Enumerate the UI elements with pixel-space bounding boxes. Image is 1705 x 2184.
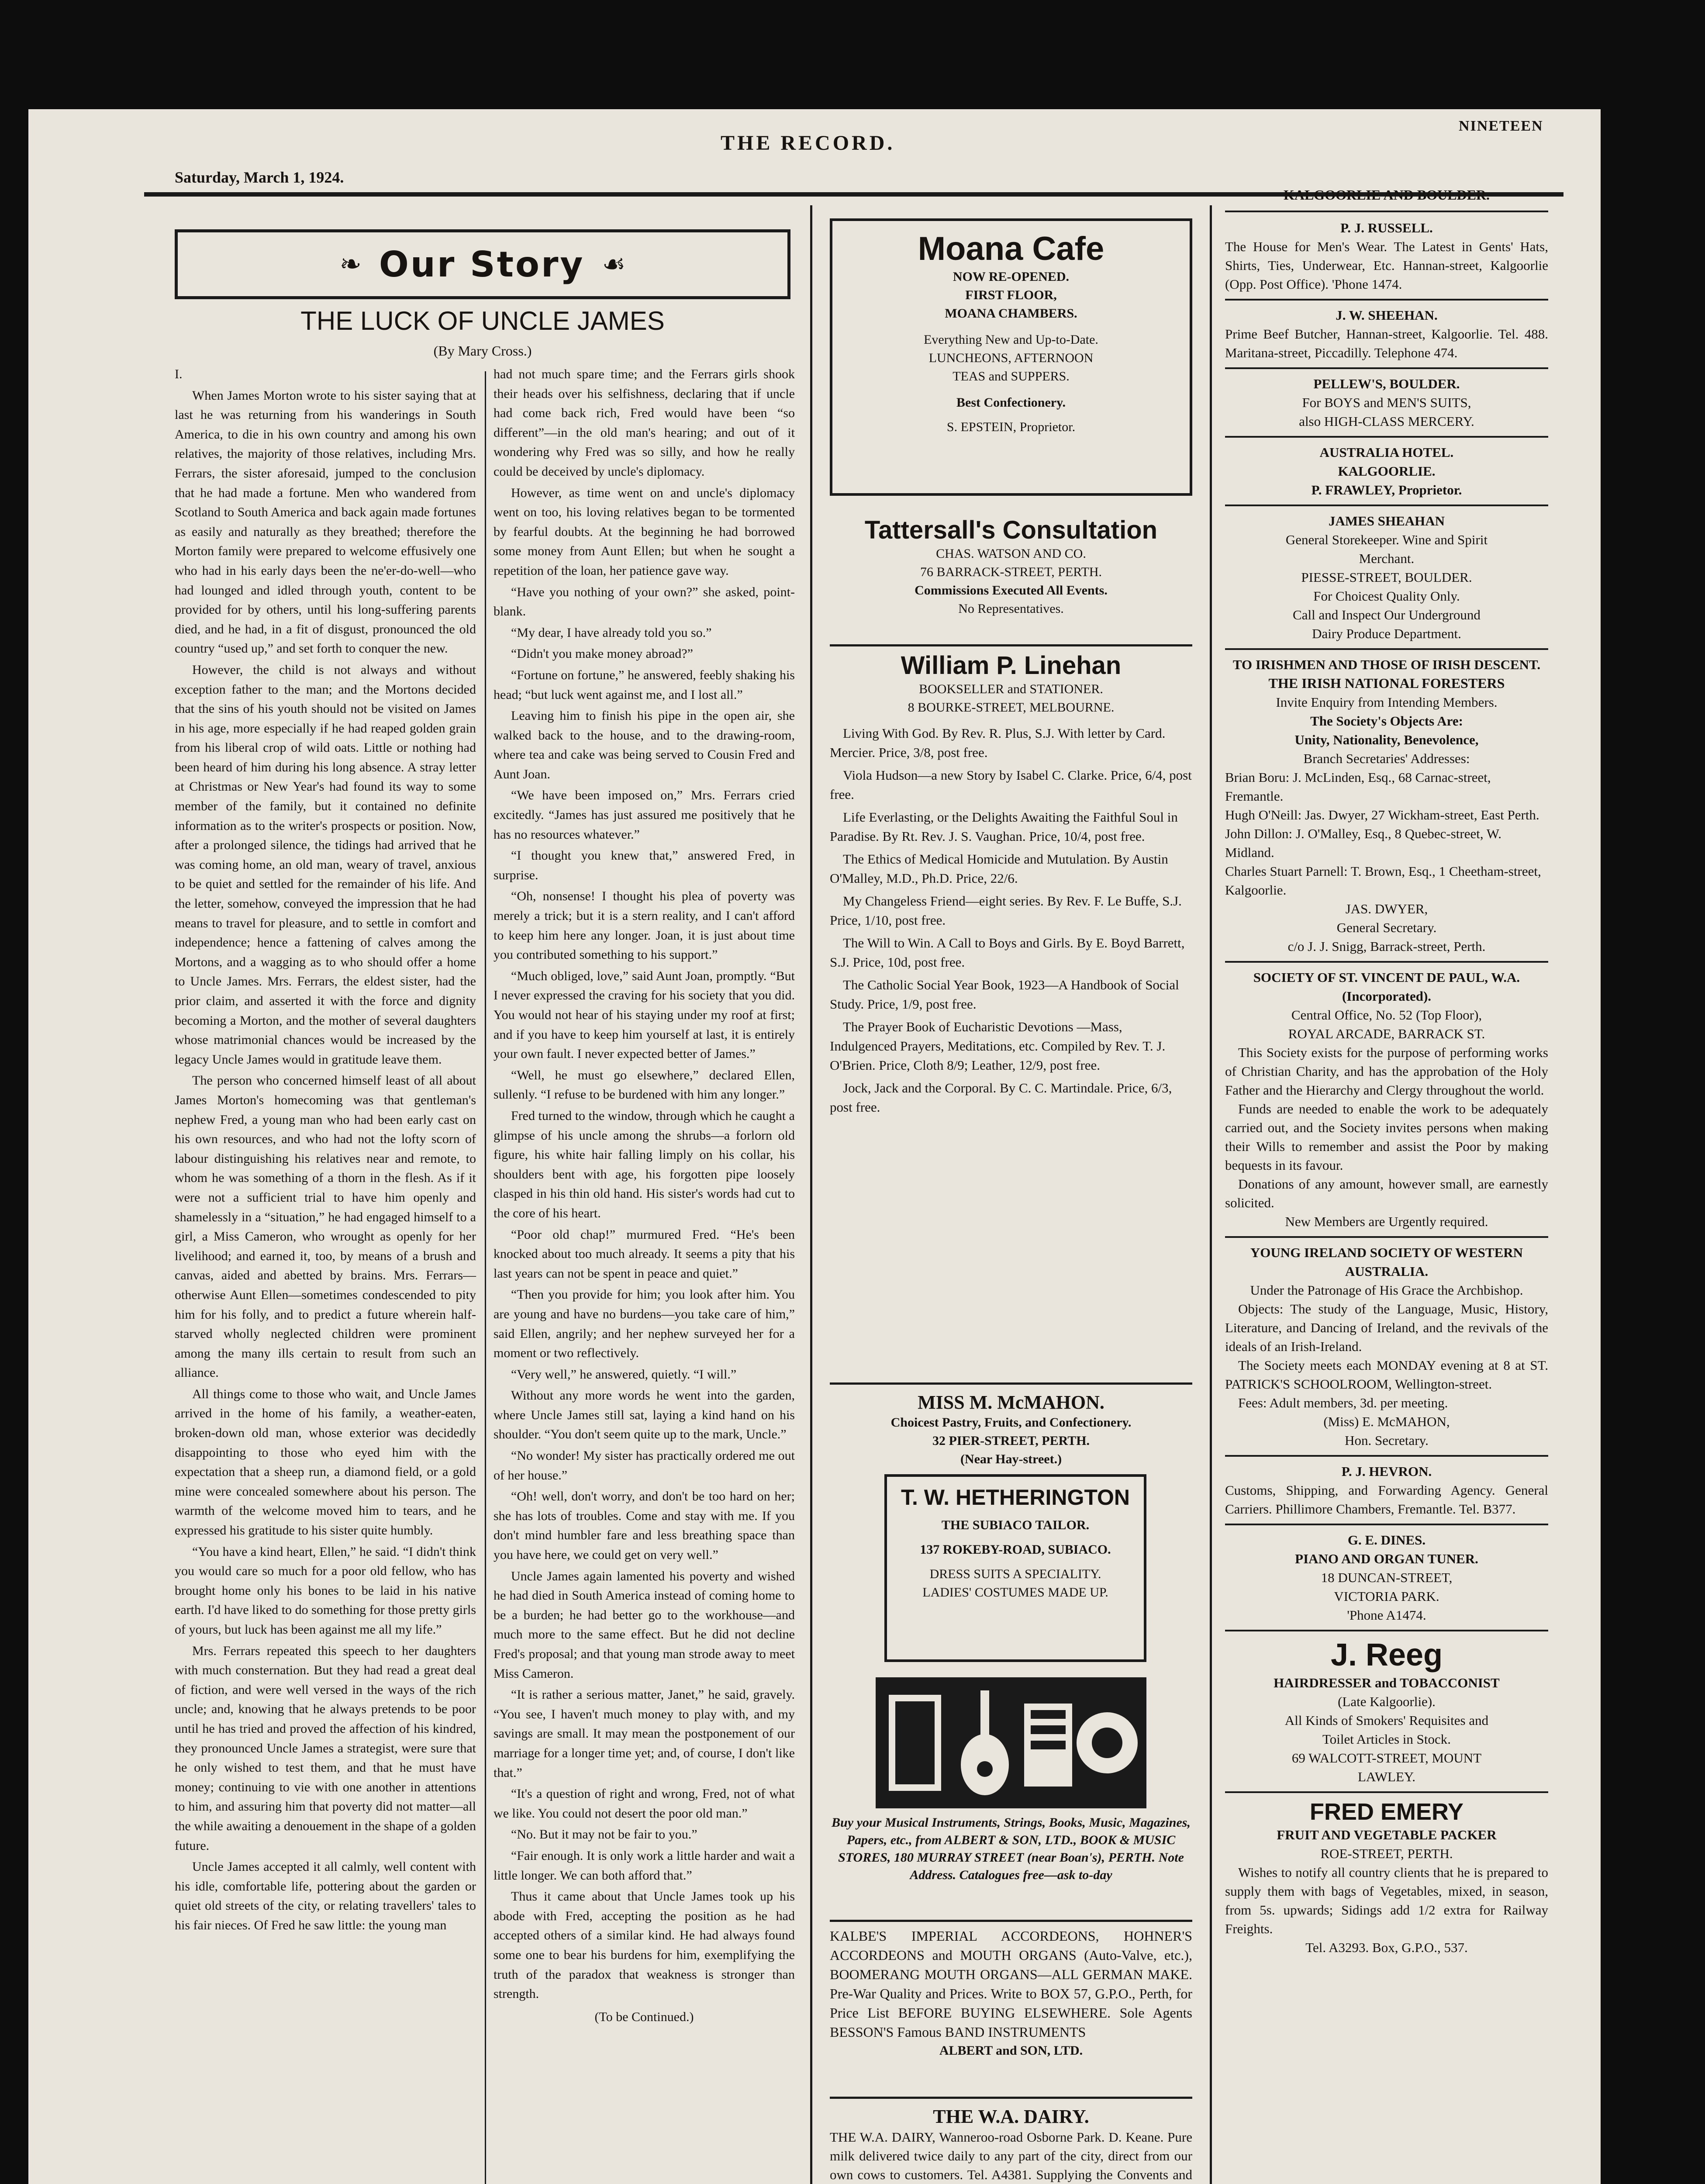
ad-line: Everything New and Up-to-Date. <box>924 332 1098 347</box>
ad-line: Dairy Produce Department. <box>1312 626 1461 641</box>
ad-line: LUNCHEONS, AFTERNOON <box>928 351 1094 365</box>
ad-line: KALGOORLIE. <box>1338 463 1436 479</box>
story-paragraph: “Well, he must go elsewhere,” declared Ellen, sullenly. “I refuse to be burdened with him any longer.” <box>494 1068 795 1102</box>
story-paragraph: Uncle James accepted it all calmly, well content with his idle, comfortable life, pottering about the garden or quiet old streets of the city, or relating travellers' tales to his fair nieces. Of Fred he saw little: the young man <box>175 1859 476 1932</box>
story-paragraph: “It is rather a serious matter, Janet,” he said, gravely. “You see, I haven't much money to play with, and my savings are small. It may mean the postponement of our marriage for a longer time yet; and, of course, I don't like that.” <box>494 1687 795 1780</box>
ad-divider <box>1225 648 1548 650</box>
story-paragraph: “Very well,” he answered, quietly. “I will.” <box>511 1367 737 1382</box>
section-heading: Our Story <box>379 244 585 285</box>
chapter-number: I. <box>175 367 183 381</box>
ad-text: Customs, Shipping, and Forwarding Agency. General Carriers. Phillimore Chambers, Fremantle. Tel. B377. <box>1225 1482 1548 1517</box>
ad-line: Hugh O'Neill: Jas. Dwyer, 27 Wickham-street, East Perth. <box>1225 807 1539 822</box>
ad-line: Merchant. <box>1359 551 1415 566</box>
story-paragraph: Without any more words he went into the garden, where Uncle James still sat, laying a kind hand on his shoulder. “You don't seem quite up to the mark, Uncle.” <box>494 1388 795 1442</box>
story-paragraph: “Have you nothing of your own?” she asked, point-blank. <box>494 584 795 619</box>
book-list <box>830 724 1192 1117</box>
ad-line: PIANO AND ORGAN TUNER. <box>1295 1551 1478 1566</box>
ad-line: NOW RE-OPENED. <box>953 270 1070 284</box>
ad-line: John Dillon: J. O'Malley, Esq., 8 Quebec-street, W. Midland. <box>1225 826 1501 860</box>
ad-line: (Late Kalgoorlie). <box>1338 1694 1436 1709</box>
ad-line: ROE-STREET, PERTH. <box>1320 1846 1453 1861</box>
ad-line: 'Phone A1474. <box>1347 1607 1426 1623</box>
ad-title: G. E. DINES. <box>1347 1532 1426 1548</box>
story-paragraph: “We have been imposed on,” Mrs. Ferrars cried excitedly. “James has just assured me positively that he has no resources whatever.” <box>494 788 795 842</box>
ornament-right-icon: ☙ <box>602 250 626 279</box>
story-paragraph: Fred turned to the window, through which he caught a glimpse of his uncle among the shrubs—a forlorn old figure, his white hair falling limply on his collar, his shoulders bent with age, his forgotten pipe loosely clasped in his thin old hand. His sister's words had cut to the core of his heart. <box>494 1108 795 1220</box>
book-item: Jock, Jack and the Corporal. By C. C. Martindale. Price, 6/3, post free. <box>830 1080 1172 1115</box>
story-paragraph: Thus it came about that Uncle James took up his abode with Fred, accepting the position as he had accepted others of a similar kind. He had always found some one to bear his burdens for him, exemplifying the truth of the paradox that weakness is stronger than strength. <box>494 1889 795 2001</box>
ad-line: VICTORIA PARK. <box>1334 1589 1439 1604</box>
our-story-banner <box>175 229 790 299</box>
ad-line: Commissions Executed All Events. <box>915 583 1108 598</box>
ad-divider <box>1225 1236 1548 1238</box>
ad-signature: (Miss) E. McMAHON, <box>1323 1414 1450 1429</box>
ad-line: 18 DUNCAN-STREET, <box>1321 1570 1453 1585</box>
ad-line: Tel. A3293. Box, G.P.O., 537. <box>1305 1940 1468 1955</box>
ad-line: also HIGH-CLASS MERCERY. <box>1299 414 1474 429</box>
ad-line: CHAS. WATSON AND CO. <box>936 546 1086 561</box>
ad-line: General Storekeeper. Wine and Spirit <box>1285 532 1488 547</box>
story-paragraph: “No wonder! My sister has practically ordered me out of her house.” <box>494 1448 795 1482</box>
ad-text: This Society exists for the purpose of performing works of Christian Charity, and has the approbation of the Holy Father and the Hierarchy and Clergy throughout the world. <box>1225 1045 1548 1098</box>
book-item: The Catholic Social Year Book, 1923—A Handbook of Social Study. Price, 1/9, post free. <box>830 977 1179 1012</box>
ad-heading: TO IRISHMEN AND THOSE OF IRISH DESCENT. <box>1232 657 1541 672</box>
ad-title: T. W. HETHERINGTON <box>901 1485 1130 1510</box>
ad-line: 69 WALCOTT-STREET, MOUNT <box>1291 1750 1482 1766</box>
story-paragraph: “Much obliged, love,” said Aunt Joan, promptly. “But I never expressed the craving for his society that you did. You would not hear of his staying under my roof at first; and if you have to keep him yourself at last, it is entirely your own fault. I never expected better of James.” <box>494 968 795 1061</box>
column-heading: KALGOORLIE AND BOULDER. <box>1283 187 1490 203</box>
ad-text: The Society meets each MONDAY evening at 8 at ST. PATRICK'S SCHOOLROOM, Wellington-street. <box>1225 1358 1548 1392</box>
ad-line: Branch Secretaries' Addresses: <box>1303 751 1470 766</box>
ad-text: Objects: The study of the Language, Music, History, Literature, and Dancing of Ireland, and the revivals of the ideals of an Irish-Ireland. <box>1225 1301 1548 1354</box>
right-column <box>1225 186 1548 1957</box>
ad-line: For BOYS and MEN'S SUITS, <box>1302 395 1471 410</box>
ad-divider <box>1225 961 1548 963</box>
ad-line: BOOKSELLER and STATIONER. <box>919 682 1103 696</box>
ad-divider <box>830 644 1192 646</box>
ad-title: William P. Linehan <box>901 651 1122 680</box>
ad-line: No Representatives. <box>958 601 1064 616</box>
story-paragraph: “Didn't you make money abroad?” <box>511 646 693 661</box>
ad-text: Fees: Adult members, 3d. per meeting. <box>1238 1395 1448 1410</box>
ad-line: Call and Inspect Our Underground <box>1293 607 1481 622</box>
story-title: THE LUCK OF UNCLE JAMES <box>300 306 665 335</box>
ad-line: FRUIT AND VEGETABLE PACKER <box>1277 1827 1497 1842</box>
ad-line: HAIRDRESSER and TOBACCONIST <box>1274 1675 1500 1690</box>
story-paragraph: However, as time went on and uncle's diplomacy went on too, his loving relatives began to be tormented by fearful doubts. At the beginning he had borrowed some money from Aunt Ellen; but when he sought a repetition of the loan, her patience gave way. <box>494 485 795 578</box>
story-paragraph: “No. But it may not be fair to you.” <box>511 1827 697 1842</box>
story-column-1 <box>175 365 476 1937</box>
ad-line: 32 PIER-STREET, PERTH. <box>932 1434 1090 1448</box>
story-paragraph: However, the child is not always and without exception father to the man; and the Mortons decided that the sins of his youth should not be visited on James in his age, more especially if he had reaped golden grain from his liberal crop of wild oats. Little or nothing had been heard of him during his long absence. A stray letter at Christmas or New Year's had found its way to some member of the family, but it contained no definite information as to the writer's prospects or position. Now, after a prolonged silence, the tidings had arrived that he was coming home, an old man, weary of travel, anxious to be quiet and settled for the remainder of his life. And the letter, somehow, conveyed the impression that he had means to travel for pleasure, and to settle in comfort and independence; hence a fattening of calves among the Mortons, and a wagging as to who should offer a home to Uncle James. Mrs. Ferrars, the eldest sister, had the prior claim, and asserted it with the force and dignity becoming a Morton, and the mother of several daughters whose matrimonial chances would be increased by the legacy Uncle James would in gratitude leave them. <box>175 662 476 1067</box>
issue-date: Saturday, March 1, 1924. <box>175 169 344 186</box>
ad-proprietor: S. EPSTEIN, Proprietor. <box>946 420 1076 434</box>
ad-line: Charles Stuart Parnell: T. Brown, Esq., 1 Cheetham-street, Kalgoorlie. <box>1225 864 1541 898</box>
ad-line: FIRST FLOOR, <box>965 288 1057 302</box>
ad-divider <box>1225 1524 1548 1525</box>
ad-line: LAWLEY. <box>1357 1769 1416 1784</box>
book-item: The Ethics of Medical Homicide and Mutulation. By Austin O'Malley, M.D., Ph.D. Price, 22/6. <box>830 851 1168 886</box>
ad-line: Toilet Articles in Stock. <box>1322 1731 1451 1747</box>
moana-cafe-ad <box>830 218 1192 496</box>
ad-text: New Members are Urgently required. <box>1285 1214 1488 1229</box>
story-paragraph: “Oh! well, don't worry, and don't be too hard on her; she has lots of troubles. Come and stay with me. If you don't mind humbler fare and less breathing space than you have here, we could get on very well.” <box>494 1489 795 1562</box>
ad-text: Funds are needed to enable the work to be adequately carried out, and the Society invites persons when making their Wills to remember and assist the Poor by making bequests in its favour. <box>1225 1101 1548 1173</box>
ad-title: FRED EMERY <box>1309 1799 1464 1825</box>
ad-text: Wishes to notify all country clients that he is prepared to supply them with bags of Vegetables, mixed, in season, from 5s. upwards; Sidings add 1/2 extra for Railway Freights. <box>1225 1865 1548 1936</box>
ad-line: Best Confectionery. <box>956 395 1066 410</box>
story-paragraph: “Then you provide for him; you look after him. You are young and have no burdens—you take care of him,” said Ellen, angrily; and her nephew surveyed her for a moment or two reflectively. <box>494 1287 795 1361</box>
story-paragraph: “Oh, nonsense! I thought his plea of poverty was merely a trick; but it is a stern reality, and I can't afford to keep him here any longer. Joan, it is just about time you contributed something to his support.” <box>494 889 795 962</box>
ad-line: Under the Patronage of His Grace the Archbishop. <box>1250 1282 1523 1298</box>
story-paragraph: “I thought you knew that,” answered Fred, in surprise. <box>494 848 795 882</box>
ad-firm: ALBERT and SON, LTD. <box>939 2043 1083 2058</box>
ad-line: P. FRAWLEY, Proprietor. <box>1311 482 1462 498</box>
book-item: Viola Hudson—a new Story by Isabel C. Clarke. Price, 6/4, post free. <box>830 767 1192 802</box>
book-item: The Will to Win. A Call to Boys and Girls. By E. Boyd Barrett, S.J. Price, 10d, post free. <box>830 935 1185 970</box>
story-column-2 <box>494 365 795 2028</box>
masthead: THE RECORD. <box>721 131 895 155</box>
ad-title: J. Reeg <box>1330 1638 1443 1673</box>
story-paragraph: All things come to those who wait, and Uncle James arrived in the home of his family, a weather-eaten, broken-down old man, whose exterior was decidedly disappointing to those who eyed him with the expectation that a sheep run, a diamond field, or a gold mine were concealed somewhere about his person. The warmth of the welcome moved him to tears, and he expressed his gratitude to his sister quite humbly. <box>175 1386 476 1538</box>
story-paragraph: When James Morton wrote to his sister saying that at last he was returning from his wanderings in South America, to die in his own country and among his own relatives, the majority of those relatives, including Mrs. Ferrars, the sister aforesaid, jumped to the conclusion that he had made a fortune. Men who wandered from Scotland to South America and back again made fortunes as easily and naturally as they breathed; therefore the Morton family were prepared to welcome effusively one who had in his early days been the ne'er-do-well—who had lounged and idled through youth, content to be provided for by others, until his long-suffering parents died, and he had, in a fit of disgust, pronounced the old country “used up,” and set forth to conquer the new. <box>175 388 476 656</box>
ad-title: P. J. RUSSELL. <box>1340 220 1433 235</box>
ad-title: JAMES SHEAHAN <box>1328 513 1445 529</box>
ad-text: THE W.A. DAIRY, Wanneroo-road Osborne Park. D. Keane. Pure milk delivered twice daily to any part of the city, direct from our own cows to customers. Tel. A4381. Supplying the Convents and <box>830 2129 1192 2182</box>
continued-note: (To be Continued.) <box>594 2009 694 2024</box>
ad-text: The House for Men's Wear. The Latest in Gents' Hats, Shirts, Ties, Underwear, Etc. Hannan-street, Kalgoorlie (Opp. Post Office). 'Phone 1474. <box>1225 239 1548 292</box>
story-paragraph: “My dear, I have already told you so.” <box>511 625 712 640</box>
ad-line: 137 ROKEBY-ROAD, SUBIACO. <box>920 1542 1111 1557</box>
ad-signature: General Secretary. <box>1336 920 1437 935</box>
ad-signature: JAS. DWYER, <box>1345 901 1428 916</box>
ad-title: YOUNG IRELAND SOCIETY OF WESTERN AUSTRALIA. <box>1250 1245 1523 1279</box>
story-paragraph: “It's a question of right and wrong, Fred, not of what we like. You could not desert the poor old man.” <box>494 1787 795 1821</box>
ad-signature: Hon. Secretary. <box>1345 1433 1429 1448</box>
ad-divider <box>830 2097 1192 2099</box>
book-item: My Changeless Friend—eight series. By Rev. F. Le Buffe, S.J. Price, 1/10, post free. <box>830 893 1182 928</box>
ad-divider <box>1225 211 1548 212</box>
ad-text: Buy your Musical Instruments, Strings, Books, Music, Magazines, Papers, etc., from ALBERT & SON, LTD., BOOK & MUSIC STORES, 180 MURRAY STREET (near Boan's), PERTH. Note Address. Catalogues free—ask to-day <box>832 1815 1191 1882</box>
ornament-left-icon: ❧ <box>339 250 362 279</box>
ad-divider <box>830 1920 1192 1922</box>
ad-title: J. W. SHEEHAN. <box>1336 308 1438 323</box>
ad-line: 76 BARRACK-STREET, PERTH. <box>920 565 1102 579</box>
ad-title: Tattersall's Consultation <box>864 516 1158 544</box>
ad-divider <box>1225 436 1548 438</box>
ad-divider <box>830 1382 1192 1385</box>
albert-son-ad <box>830 1677 1192 1884</box>
book-item: Life Everlasting, or the Delights Awaiting the Faithful Soul in Paradise. By Rt. Rev. J. S. Vaughan. Price, 10/4, post free. <box>830 809 1178 844</box>
book-item: The Prayer Book of Eucharistic Devotions —Mass, Indulgenced Prayers, Meditations, etc. Compiled by Rev. T. J. O'Brien. Price, Cloth 8/9; Leather, 12/9, post free. <box>830 1019 1166 1073</box>
ad-line: Central Office, No. 52 (Top Floor), <box>1291 1007 1482 1023</box>
ad-line: DRESS SUITS A SPECIALITY. <box>929 1567 1101 1581</box>
ad-line: 8 BOURKE-STREET, MELBOURNE. <box>908 700 1115 715</box>
ad-line: PIESSE-STREET, BOULDER. <box>1301 570 1472 585</box>
ad-title: MISS M. McMAHON. <box>918 1392 1104 1413</box>
ad-divider <box>1225 367 1548 369</box>
story-paragraph: Mrs. Ferrars repeated this speech to her daughters with much consternation. But they had read a great deal of fiction, and were well versed in the ways of the rich uncle; and, knowing that he always pretends to be poor until he has tried and proved the affection of his kindred, they pronounced Uncle James a strategist, were sure that he only wished to test them, and that he must have money; continuing to vie with one another in attentions to him, and assuring him that poverty did not matter—all the while awaiting a denouement in the shape of a golden future. <box>175 1643 476 1853</box>
ad-title: PELLEW'S, BOULDER. <box>1313 376 1460 391</box>
ad-divider <box>1225 1630 1548 1631</box>
ad-text: Donations of any amount, however small, are earnestly solicited. <box>1225 1176 1548 1210</box>
ad-line: For Choicest Quality Only. <box>1313 588 1460 604</box>
ad-line: Choicest Pastry, Fruits, and Confectionery. <box>890 1415 1132 1430</box>
ad-line: Unity, Nationality, Benevolence, <box>1294 732 1479 747</box>
story-byline: (By Mary Cross.) <box>433 343 532 359</box>
ad-title: SOCIETY OF ST. VINCENT DE PAUL, W.A. (Incorporated). <box>1253 970 1520 1004</box>
ad-title: AUSTRALIA HOTEL. <box>1319 445 1454 460</box>
ad-text: KALBE'S IMPERIAL ACCORDEONS, HOHNER'S ACCORDEONS and MOUTH ORGANS (Auto-Valve, etc.), BOOMERANG MOUTH ORGANS—ALL GERMAN MAKE. Pre-War Quality and Prices. Write to BOX 57, G.P.O., Perth, for Price List BEFORE BUYING ELSEWHERE. Sole Agents BESSON'S Famous BAND INSTRUMENTS <box>830 1928 1192 2040</box>
book-item: Living With God. By Rev. R. Plus, S.J. With letter by Card. Mercier. Price, 3/8, post free. <box>830 726 1166 760</box>
column-divider <box>1210 205 1212 2184</box>
story-paragraph: The person who concerned himself least of all about James Morton's homecoming was that gentleman's nephew Fred, a young man who had been early cast on his own resources, and who had not the lofty scorn of labour distinguishing his relatives near and remote, to whom he was something of a thorn in the flesh. As if it were not a sufficient trial to have him openly and shamelessly in a “situation,” he had engaged himself to a girl, a Miss Cameron, who wrought as openly for her livelihood; and earned it, too, by means of a brush and canvas, aided and abetted by brains. Mrs. Ferrars—otherwise Aunt Ellen—sometimes condescended to pity him for his folly, and to predict a future wherein half-starved wholly neglected children were prominent among the many ills certain to result from such an alliance. <box>175 1073 476 1380</box>
story-paragraph: “Fortune on fortune,” he answered, feebly shaking his head; “but luck went against me, and I lost all.” <box>494 667 795 702</box>
ad-divider <box>1225 1455 1548 1457</box>
ad-signature: c/o J. J. Snigg, Barrack-street, Perth. <box>1287 939 1486 954</box>
story-paragraph: Leaving him to finish his pipe in the open air, she walked back to the house, and to the drawing-room, where tea and cake was being served to Cousin Fred and Aunt Joan. <box>494 708 795 781</box>
ad-divider <box>1225 1791 1548 1793</box>
tattersalls-ad <box>830 515 1192 618</box>
column-divider <box>810 205 812 2184</box>
ad-title: P. J. HEVRON. <box>1341 1464 1432 1479</box>
linehan-ad <box>830 651 1192 1120</box>
column-divider <box>485 371 486 2184</box>
ad-line: Invite Enquiry from Intending Members. <box>1276 695 1498 710</box>
ad-line: All Kinds of Smokers' Requisites and <box>1284 1713 1489 1728</box>
ad-line: ROYAL ARCADE, BARRACK ST. <box>1288 1026 1485 1041</box>
wa-dairy-ad <box>830 2105 1192 2184</box>
ad-title: THE IRISH NATIONAL FORESTERS <box>1268 675 1505 691</box>
story-paragraph: had not much spare time; and the Ferrars girls shook their heads over his selfishness, declaring that if uncle had come back rich, Fred would have been “so different”—in the old man's hearing; and out of it wondering why Fred was so silly, and how he really could be deceived by uncle's diplomacy. <box>494 367 795 479</box>
ad-line: THE SUBIACO TAILOR. <box>941 1518 1090 1532</box>
page-number: NINETEEN <box>1459 118 1543 134</box>
hetherington-ad <box>884 1474 1146 1662</box>
ad-line: TEAS and SUPPERS. <box>953 369 1070 384</box>
mcmahon-ad <box>830 1391 1192 1469</box>
ad-line: (Near Hay-street.) <box>960 1452 1062 1466</box>
musical-instruments-illustration <box>876 1677 1146 1808</box>
ad-divider <box>1225 299 1548 301</box>
ad-text: Prime Beef Butcher, Hannan-street, Kalgoorlie. Tel. 488. Maritana-street, Piccadilly. Telephone 474. <box>1225 326 1548 360</box>
story-paragraph: “You have a kind heart, Ellen,” he said. “I didn't think you would care so much for a poor old fellow, who has brought home only his bones to be laid in his native earth. I'd have liked to do something for those pretty girls of yours, but luck has been against me all my life.” <box>175 1544 476 1637</box>
ad-title: Moana Cafe <box>918 230 1104 267</box>
story-paragraph: Uncle James again lamented his poverty and wished he had died in South America instead of coming home to be a burden; he had better go to the workhouse—and much more to the same effect. But he did not decline Fred's proposal; and that young man strode away to meet Miss Cameron. <box>494 1569 795 1681</box>
ad-divider <box>1225 505 1548 506</box>
ad-line: LADIES' COSTUMES MADE UP. <box>922 1585 1108 1600</box>
ad-line: MOANA CHAMBERS. <box>945 306 1077 321</box>
ad-title: THE W.A. DAIRY. <box>933 2106 1089 2127</box>
ad-line: The Society's Objects Are: <box>1310 713 1463 729</box>
ad-line: Brian Boru: J. McLinden, Esq., 68 Carnac-street, Fremantle. <box>1225 770 1491 804</box>
story-paragraph: “Poor old chap!” murmured Fred. “He's been knocked about too much already. It seems a pity that his last years can not be spent in peace and quiet.” <box>494 1227 795 1281</box>
story-paragraph: “Fair enough. It is only work a little harder and wait a little longer. We can both afford that.” <box>494 1848 795 1883</box>
kalbe-ad <box>830 1926 1192 2060</box>
